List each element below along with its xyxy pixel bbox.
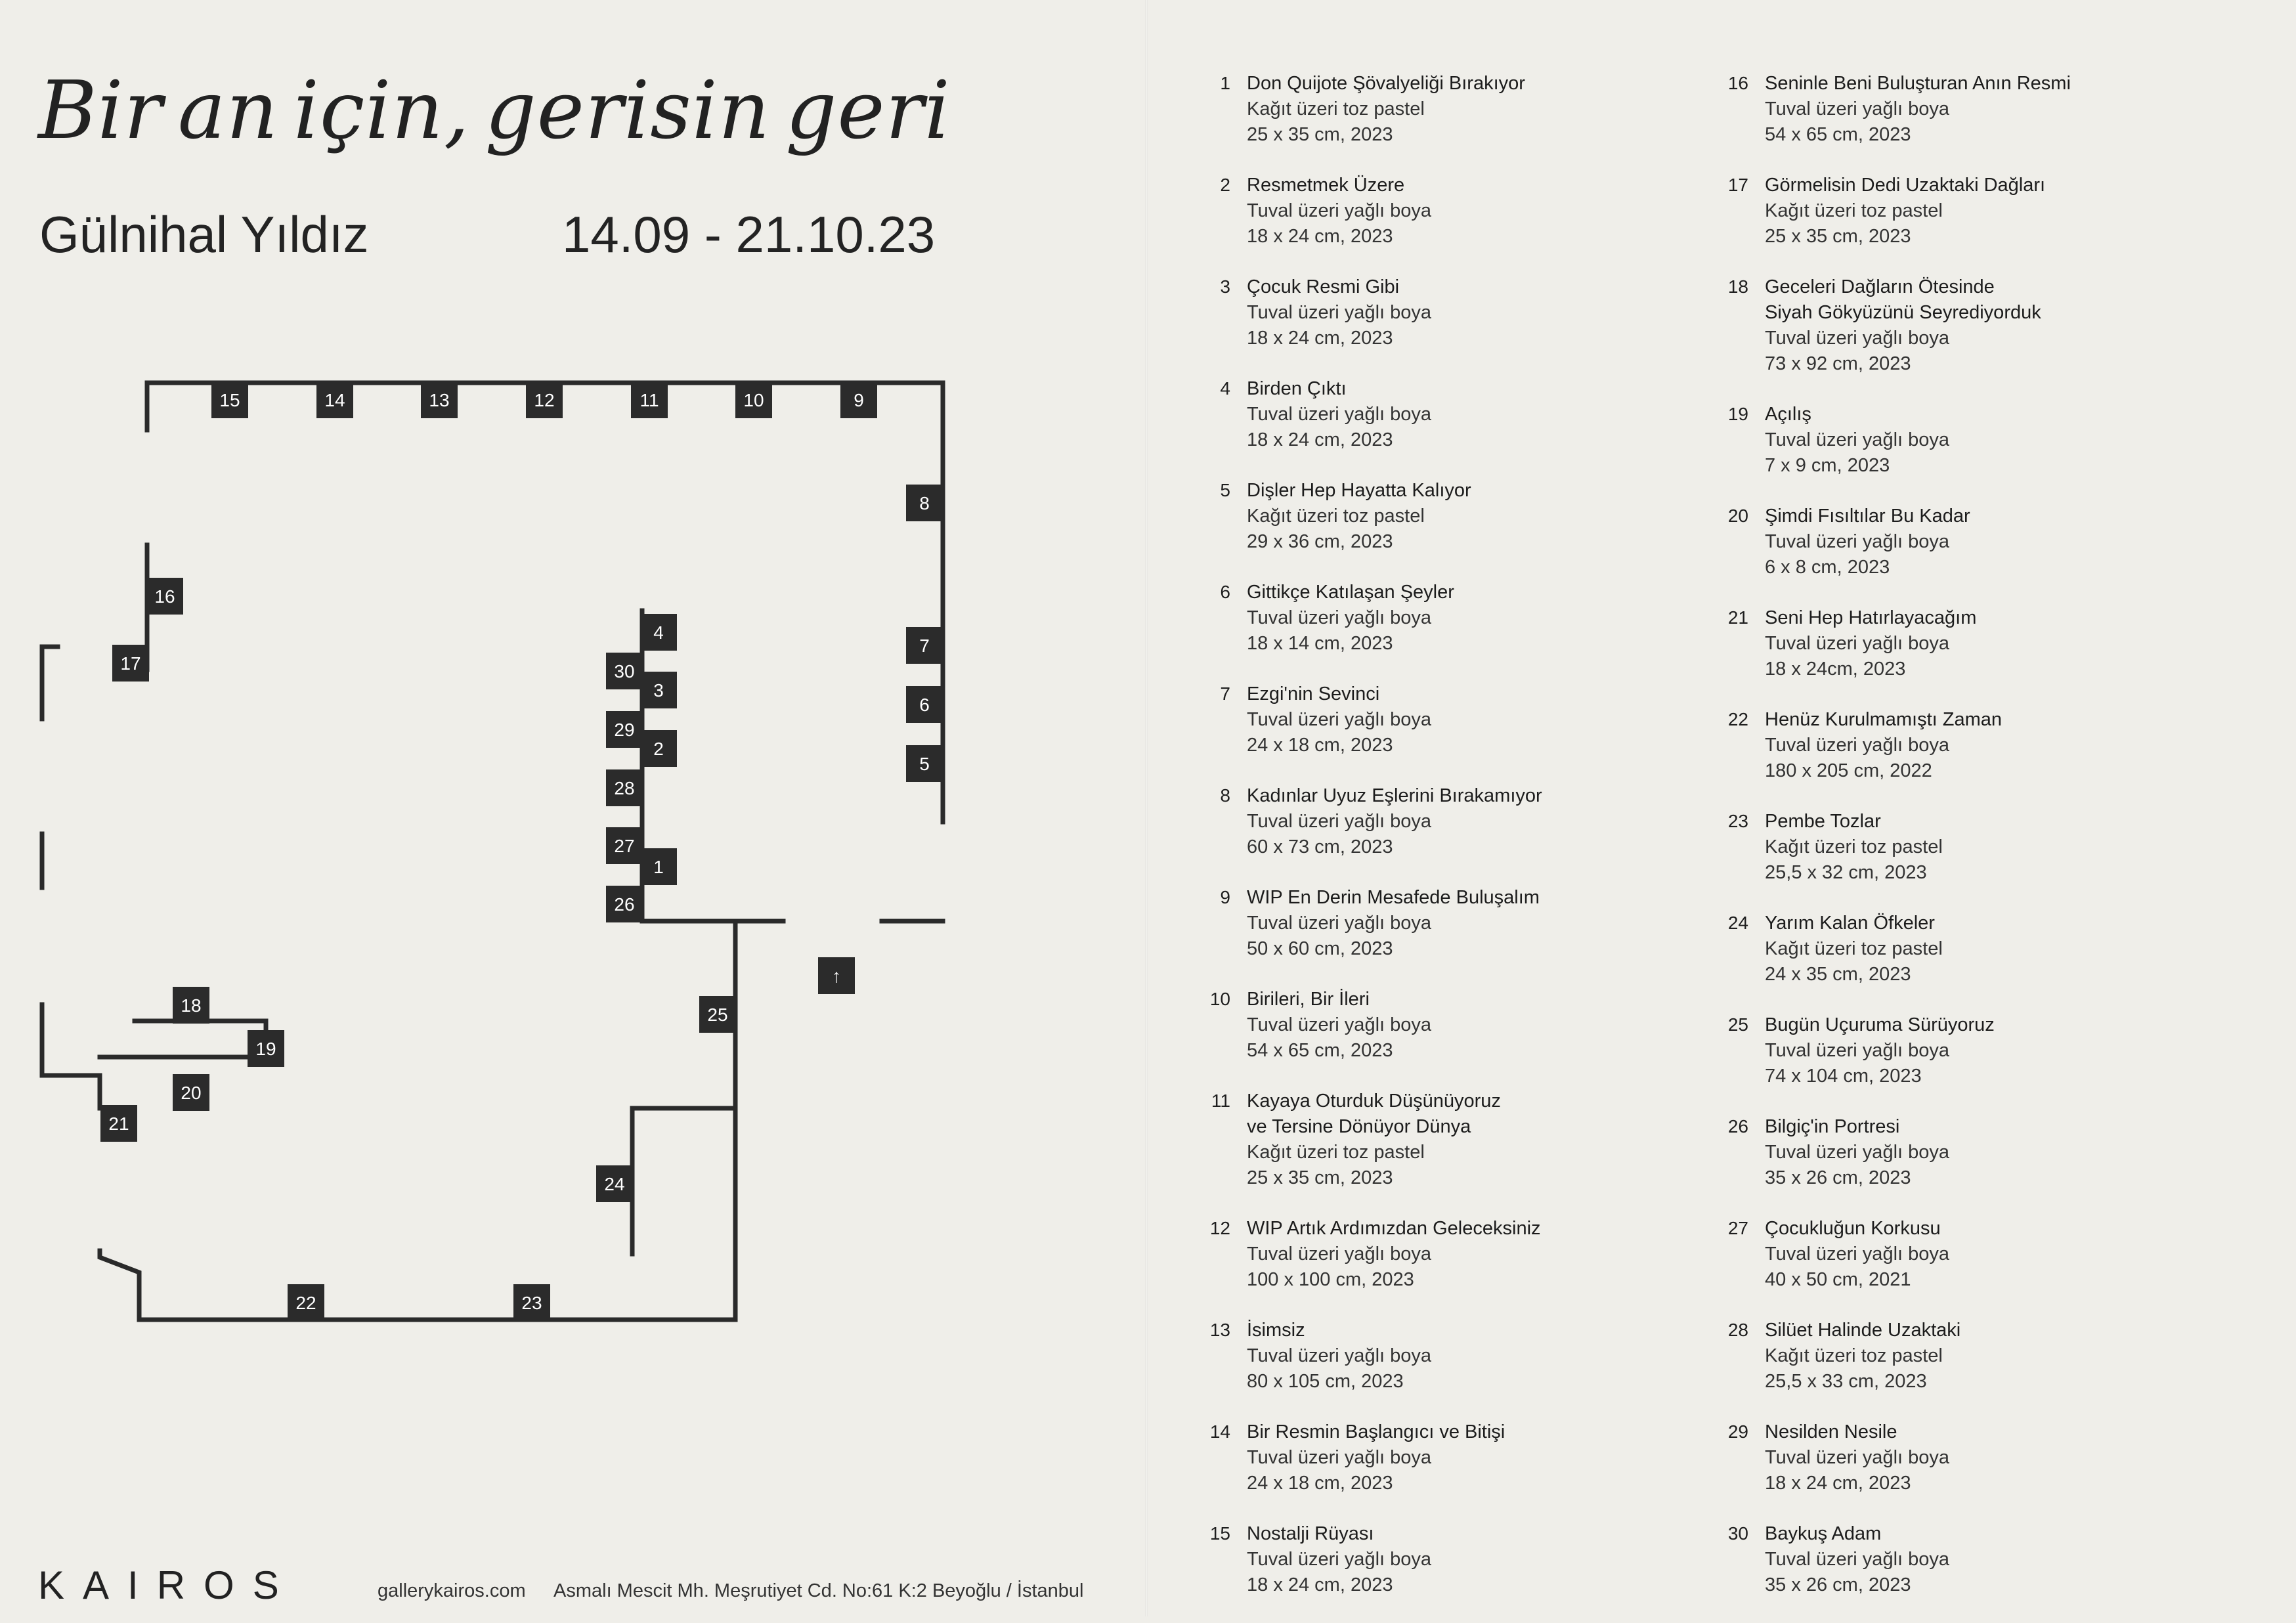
work-number: 3	[1220, 276, 1230, 297]
marker-label: 23	[521, 1293, 542, 1313]
marker-label: 21	[108, 1114, 129, 1134]
work-item	[1205, 1419, 1652, 1521]
artwork-marker	[596, 1165, 633, 1202]
artwork-marker	[906, 627, 943, 664]
work-title: Kayaya Oturduk Düşünüyoruz ve Tersine Dönüyor Dünya	[1247, 1091, 1501, 1137]
work-title: Nostalji Rüyası	[1247, 1523, 1374, 1544]
work-details: 35 x 26 cm, 2023	[1765, 1574, 1911, 1595]
work-item	[1723, 1114, 2170, 1216]
marker-label: 3	[653, 680, 664, 701]
work-title: Dişler Hep Hayatta Kalıyor	[1247, 480, 1471, 501]
work-item	[1723, 173, 2170, 274]
work-medium: Tuval üzeri yağlı boya	[1765, 531, 1950, 552]
work-medium: Tuval üzeri yağlı boya	[1765, 98, 1950, 119]
work-item	[1723, 71, 2170, 173]
wall	[632, 1108, 735, 1254]
marker-label: 2	[653, 739, 664, 759]
work-number: 21	[1727, 607, 1748, 628]
artwork-marker	[173, 987, 209, 1024]
artwork-marker	[606, 886, 643, 922]
work-item	[1205, 885, 1652, 987]
work-number: 5	[1220, 480, 1230, 500]
work-medium: Tuval üzeri yağlı boya	[1765, 633, 1950, 654]
work-number: 23	[1727, 811, 1748, 831]
work-medium: Tuval üzeri yağlı boya	[1247, 1549, 1432, 1570]
work-number: 4	[1220, 378, 1230, 399]
artwork-marker	[606, 769, 643, 806]
work-details: 35 x 26 cm, 2023	[1765, 1167, 1911, 1188]
work-medium: Kağıt üzeri toz pastel	[1765, 938, 1943, 959]
work-number: 29	[1727, 1421, 1748, 1442]
work-details: 18 x 24 cm, 2023	[1765, 1473, 1911, 1494]
work-details: 180 x 205 cm, 2022	[1765, 760, 1932, 781]
marker-label: 11	[639, 390, 659, 410]
artwork-marker	[211, 381, 248, 418]
work-medium: Kağıt üzeri toz pastel	[1765, 1345, 1943, 1366]
work-details: 54 x 65 cm, 2023	[1765, 124, 1911, 145]
work-number: 1	[1220, 73, 1230, 93]
work-item	[1205, 71, 1652, 173]
work-title: Bilgiç'in Portresi	[1765, 1116, 1900, 1137]
work-details: 25 x 35 cm, 2023	[1247, 124, 1393, 145]
work-medium: Tuval üzeri yağlı boya	[1247, 1447, 1432, 1468]
work-number: 7	[1220, 683, 1230, 704]
work-medium: Kağıt üzeri toz pastel	[1247, 506, 1425, 527]
work-item	[1205, 783, 1652, 885]
gallery-address: Asmalı Mescit Mh. Meşrutiyet Cd. No:61 K:2 Beyoğlu / İstanbul	[553, 1580, 1084, 1601]
work-item	[1205, 1521, 1652, 1623]
work-title: Çocuk Resmi Gibi	[1247, 276, 1400, 297]
work-number: 18	[1727, 276, 1748, 297]
work-medium: Tuval üzeri yağlı boya	[1765, 1040, 1950, 1061]
work-item	[1723, 1521, 2170, 1623]
work-details: 50 x 60 cm, 2023	[1247, 938, 1393, 959]
work-item	[1723, 1216, 2170, 1318]
work-details: 7 x 9 cm, 2023	[1765, 455, 1890, 476]
work-medium: Kağıt üzeri toz pastel	[1765, 200, 1943, 221]
work-details: 25 x 35 cm, 2023	[1765, 226, 1911, 247]
wall	[42, 1005, 100, 1108]
title-word: için,	[293, 64, 470, 157]
work-medium: Tuval üzeri yağlı boya	[1765, 429, 1950, 450]
work-number: 15	[1209, 1523, 1230, 1544]
artwork-marker	[631, 381, 668, 418]
work-title: Geceleri Dağların Ötesinde Siyah Gökyüzünü Seyrediyorduk	[1765, 276, 2041, 323]
marker-label: 1	[653, 857, 664, 877]
paper-fold	[1145, 0, 1148, 1616]
work-medium: Tuval üzeri yağlı boya	[1247, 811, 1432, 832]
artwork-marker	[526, 381, 563, 418]
work-item	[1723, 605, 2170, 707]
work-number: 22	[1727, 709, 1748, 729]
marker-label: 8	[919, 493, 930, 513]
work-details: 24 x 35 cm, 2023	[1765, 964, 1911, 985]
work-title: Seni Hep Hatırlayacağım	[1765, 607, 1977, 628]
work-number: 11	[1211, 1091, 1230, 1111]
marker-label: 30	[614, 661, 635, 682]
work-item	[1205, 682, 1652, 783]
artwork-marker	[173, 1074, 209, 1111]
work-item	[1205, 1089, 1652, 1216]
artwork-marker	[112, 645, 149, 682]
work-details: 74 x 104 cm, 2023	[1765, 1066, 1922, 1087]
work-number: 19	[1727, 404, 1748, 424]
work-number: 25	[1727, 1014, 1748, 1035]
marker-label: 19	[255, 1039, 276, 1059]
work-item	[1205, 478, 1652, 580]
artwork-marker	[906, 745, 943, 782]
works-list-right	[1723, 71, 2170, 1623]
work-title: Birileri, Bir İleri	[1247, 989, 1370, 1010]
work-number: 8	[1220, 785, 1230, 806]
work-number: 30	[1727, 1523, 1748, 1544]
work-title: WIP En Derin Mesafede Buluşalım	[1247, 887, 1540, 908]
work-item	[1205, 173, 1652, 274]
artwork-marker	[640, 848, 677, 885]
work-medium: Kağıt üzeri toz pastel	[1247, 1142, 1425, 1163]
work-title: Ezgi'nin Sevinci	[1247, 683, 1380, 704]
work-title: Bugün Uçuruma Sürüyoruz	[1765, 1014, 1995, 1035]
work-number: 6	[1220, 582, 1230, 602]
work-item	[1205, 987, 1652, 1089]
work-details: 18 x 24 cm, 2023	[1247, 226, 1393, 247]
work-item	[1723, 504, 2170, 605]
marker-label: 26	[614, 894, 635, 915]
work-number: 12	[1209, 1218, 1230, 1238]
work-details: 60 x 73 cm, 2023	[1247, 836, 1393, 857]
work-title: Henüz Kurulmamıştı Zaman	[1765, 709, 2003, 730]
marker-label: 17	[120, 653, 141, 674]
work-number: 10	[1209, 989, 1230, 1009]
work-medium: Tuval üzeri yağlı boya	[1765, 1549, 1950, 1570]
work-title: Nesilden Nesile	[1765, 1421, 1897, 1442]
artist-name: Gülnihal Yıldız	[39, 206, 369, 263]
marker-label: 25	[707, 1005, 728, 1025]
work-title: WIP Artık Ardımızdan Geleceksiniz	[1247, 1218, 1541, 1239]
work-title: Bir Resmin Başlangıcı ve Bitişi	[1247, 1421, 1505, 1442]
marker-label: 12	[534, 390, 555, 410]
work-title: İsimsiz	[1247, 1320, 1305, 1341]
artwork-marker	[699, 996, 736, 1033]
work-medium: Tuval üzeri yağlı boya	[1247, 1345, 1432, 1366]
title-word: gerisin	[485, 64, 771, 157]
work-title: Görmelisin Dedi Uzaktaki Dağları	[1765, 175, 2046, 196]
works-list-left	[1205, 71, 1652, 1623]
work-medium: Tuval üzeri yağlı boya	[1765, 735, 1950, 756]
work-medium: Tuval üzeri yağlı boya	[1247, 302, 1432, 323]
artwork-marker	[513, 1284, 550, 1321]
work-title: Don Quijote Şövalyeliği Bırakıyor	[1247, 73, 1525, 94]
marker-label: 7	[919, 636, 930, 656]
wall	[100, 921, 735, 1320]
work-medium: Kağıt üzeri toz pastel	[1765, 836, 1943, 857]
title-word: geri	[785, 64, 951, 157]
work-item	[1723, 402, 2170, 504]
work-number: 27	[1727, 1218, 1748, 1238]
artwork-marker	[735, 381, 772, 418]
marker-label: 24	[604, 1174, 625, 1194]
work-item	[1723, 1318, 2170, 1419]
marker-label: 15	[219, 390, 240, 410]
work-number: 28	[1727, 1320, 1748, 1340]
work-details: 18 x 24 cm, 2023	[1247, 328, 1393, 349]
marker-label: 18	[181, 995, 202, 1016]
marker-label: 10	[743, 390, 764, 410]
website-link[interactable]: gallerykairos.com	[378, 1580, 526, 1601]
svg-text:↑: ↑	[832, 966, 841, 986]
work-medium: Kağıt üzeri toz pastel	[1247, 98, 1425, 119]
artwork-marker	[288, 1284, 324, 1321]
work-item	[1723, 911, 2170, 1012]
artwork-marker	[248, 1030, 284, 1067]
work-number: 9	[1220, 887, 1230, 907]
work-item	[1723, 809, 2170, 911]
work-details: 24 x 18 cm, 2023	[1247, 1473, 1393, 1494]
work-details: 54 x 65 cm, 2023	[1247, 1040, 1393, 1061]
work-title: Gittikçe Katılaşan Şeyler	[1247, 582, 1454, 603]
work-details: 18 x 24 cm, 2023	[1247, 429, 1393, 450]
marker-label: 4	[653, 622, 664, 643]
work-item	[1723, 274, 2170, 402]
artwork-marker	[606, 711, 643, 748]
work-details: 18 x 24cm, 2023	[1765, 659, 1906, 680]
work-title: Silüet Halinde Uzaktaki	[1765, 1320, 1961, 1341]
marker-label: 13	[429, 390, 450, 410]
work-item	[1205, 274, 1652, 376]
work-medium: Tuval üzeri yağlı boya	[1247, 607, 1432, 628]
work-title: Şimdi Fısıltılar Bu Kadar	[1765, 506, 1970, 527]
wall	[147, 383, 943, 822]
work-medium: Tuval üzeri yağlı boya	[1765, 328, 1950, 349]
work-item	[1205, 1318, 1652, 1419]
work-title: Açılış	[1765, 404, 1811, 425]
artwork-marker	[606, 653, 643, 689]
artwork-marker	[640, 672, 677, 708]
work-medium: Tuval üzeri yağlı boya	[1247, 404, 1432, 425]
marker-label: 14	[324, 390, 345, 410]
marker-label: 16	[154, 586, 175, 607]
work-details: 73 x 92 cm, 2023	[1765, 353, 1911, 374]
work-details: 6 x 8 cm, 2023	[1765, 557, 1890, 578]
title-word: an	[177, 64, 279, 157]
work-title: Çocukluğun Korkusu	[1765, 1218, 1941, 1239]
work-medium: Tuval üzeri yağlı boya	[1247, 709, 1432, 730]
work-details: 18 x 24 cm, 2023	[1247, 1574, 1393, 1595]
work-title: Pembe Tozlar	[1765, 811, 1881, 832]
work-item	[1723, 1012, 2170, 1114]
work-title: Birden Çıktı	[1247, 378, 1347, 399]
wall	[42, 647, 58, 719]
work-number: 24	[1727, 913, 1748, 933]
work-details: 25 x 35 cm, 2023	[1247, 1167, 1393, 1188]
artwork-marker	[640, 614, 677, 651]
artwork-marker	[146, 578, 183, 615]
marker-label: 20	[181, 1083, 202, 1103]
work-medium: Tuval üzeri yağlı boya	[1247, 913, 1432, 934]
wall	[100, 1021, 266, 1057]
work-number: 20	[1727, 506, 1748, 526]
artwork-marker	[100, 1105, 137, 1142]
work-details: 29 x 36 cm, 2023	[1247, 531, 1393, 552]
work-title: Resmetmek Üzere	[1247, 175, 1405, 196]
marker-label: 28	[614, 778, 635, 798]
work-medium: Tuval üzeri yağlı boya	[1247, 1244, 1432, 1265]
marker-label: 22	[295, 1293, 316, 1313]
work-details: 18 x 14 cm, 2023	[1247, 633, 1393, 654]
entrance-arrow-icon	[818, 957, 855, 994]
work-details: 100 x 100 cm, 2023	[1247, 1269, 1414, 1290]
marker-label: 9	[854, 390, 864, 410]
marker-label: 29	[614, 720, 635, 740]
work-number: 14	[1209, 1421, 1230, 1442]
work-details: 25,5 x 33 cm, 2023	[1765, 1371, 1927, 1392]
work-medium: Tuval üzeri yağlı boya	[1247, 1014, 1432, 1035]
work-item	[1723, 1419, 2170, 1521]
work-title: Kadınlar Uyuz Eşlerini Bırakamıyor	[1247, 785, 1542, 806]
work-number: 13	[1209, 1320, 1230, 1340]
work-details: 40 x 50 cm, 2021	[1765, 1269, 1911, 1290]
artwork-marker	[840, 381, 877, 418]
gallery-logo: KAIROS	[38, 1563, 297, 1607]
marker-label: 5	[919, 754, 930, 774]
marker-label: 27	[614, 836, 635, 856]
title-word: Bir	[38, 64, 163, 157]
work-medium: Tuval üzeri yağlı boya	[1765, 1142, 1950, 1163]
artwork-marker	[906, 686, 943, 723]
work-item	[1205, 1216, 1652, 1318]
artwork-marker	[316, 381, 353, 418]
artwork-marker	[606, 827, 643, 864]
work-title: Seninle Beni Buluşturan Anın Resmi	[1765, 73, 2071, 94]
work-item	[1723, 707, 2170, 809]
artwork-marker	[421, 381, 458, 418]
work-number: 17	[1727, 175, 1748, 195]
artwork-marker	[906, 485, 943, 521]
work-number: 2	[1220, 175, 1230, 195]
work-item	[1205, 580, 1652, 682]
work-medium: Tuval üzeri yağlı boya	[1765, 1244, 1950, 1265]
work-details: 80 x 105 cm, 2023	[1247, 1371, 1404, 1392]
work-number: 26	[1727, 1116, 1748, 1136]
floor-plan	[0, 355, 1116, 1366]
exhibition-title	[38, 58, 951, 163]
work-medium: Tuval üzeri yağlı boya	[1247, 200, 1432, 221]
marker-label: 6	[919, 695, 930, 715]
work-details: 25,5 x 32 cm, 2023	[1765, 862, 1927, 883]
work-item	[1205, 376, 1652, 478]
exhibition-dates: 14.09 - 21.10.23	[562, 206, 936, 263]
work-title: Yarım Kalan Öfkeler	[1765, 913, 1935, 934]
work-medium: Tuval üzeri yağlı boya	[1765, 1447, 1950, 1468]
artwork-marker	[640, 730, 677, 767]
work-title: Baykuş Adam	[1765, 1523, 1882, 1544]
work-details: 24 x 18 cm, 2023	[1247, 735, 1393, 756]
work-number: 16	[1727, 73, 1748, 93]
